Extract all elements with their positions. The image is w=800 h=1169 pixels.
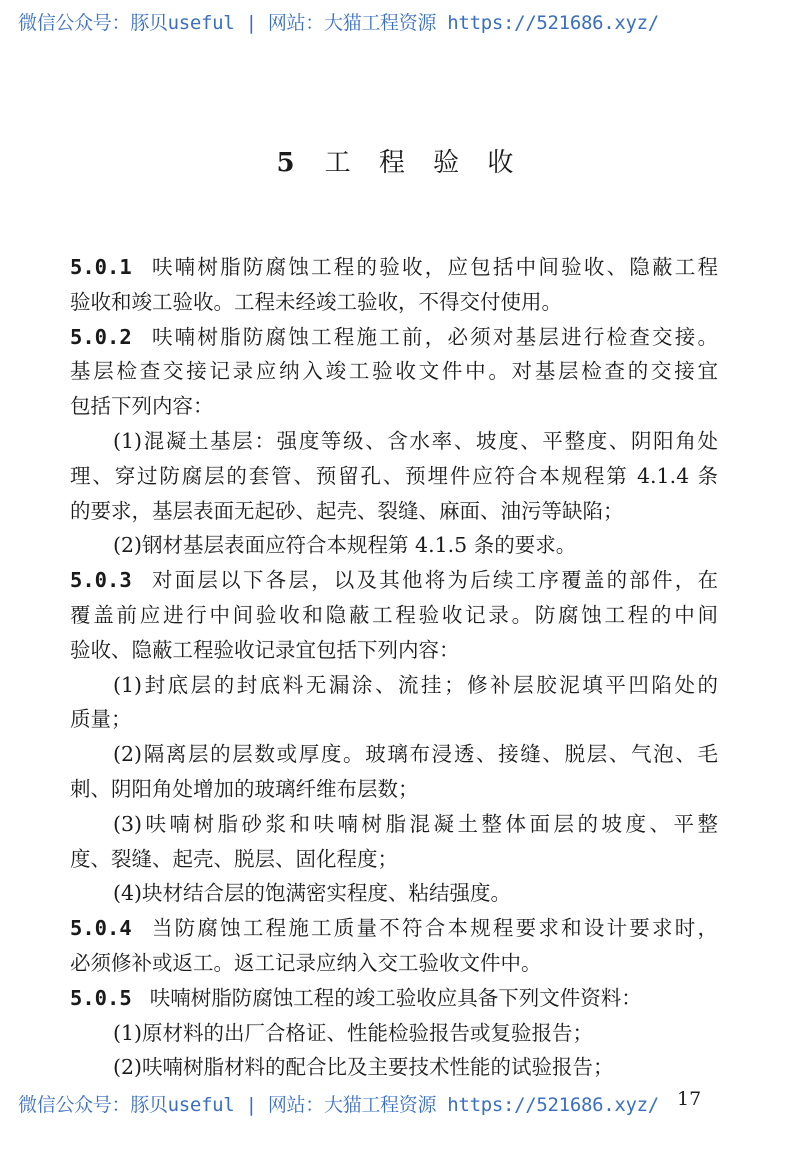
text-line	[70, 842, 718, 877]
line-text: 当防腐蚀工程施工质量不符合本规程要求和设计要求时，	[149, 916, 718, 941]
document-body	[70, 250, 718, 1085]
line-text: (2)钢材基层表面应符合本规程第 4.1.5 条的要求。	[113, 533, 577, 558]
text-line	[70, 528, 718, 563]
text-line	[70, 737, 718, 772]
text-line	[70, 668, 718, 703]
line-text: 包括下列内容：	[70, 394, 214, 419]
line-text: 基层检查交接记录应纳入竣工验收文件中。对基层检查的交接宜	[70, 359, 718, 384]
text-line	[70, 424, 718, 459]
line-text: (1)原材料的出厂合格证、性能检验报告或复验报告；	[113, 1020, 594, 1045]
text-line	[70, 1016, 718, 1051]
clause-number: 5.0.4	[70, 916, 132, 941]
chapter-title	[0, 142, 800, 179]
chapter-number: 5	[276, 148, 305, 178]
text-line	[70, 981, 718, 1016]
line-text: 对面层以下各层，以及其他将为后续工序覆盖的部件，在	[149, 568, 718, 593]
line-text: 理、穿过防腐层的套管、预留孔、预埋件应符合本规程第 4.1.4 条	[70, 463, 718, 488]
text-line	[70, 807, 718, 842]
text-line	[70, 285, 718, 320]
text-line	[70, 633, 718, 668]
text-line	[70, 772, 718, 807]
line-text: 覆盖前应进行中间验收和隐蔽工程验收记录。防腐蚀工程的中间	[70, 602, 718, 627]
line-text: (2)隔离层的层数或厚度。玻璃布浸透、接缝、脱层、气泡、毛	[113, 742, 718, 767]
clause-number: 5.0.3	[70, 568, 132, 593]
line-text: (4)块材结合层的饱满密实程度、粘结强度。	[113, 881, 512, 906]
text-line	[70, 250, 718, 285]
line-text: 验收、隐蔽工程验收记录宜包括下列内容：	[70, 637, 460, 662]
text-line	[70, 389, 718, 424]
text-line	[70, 354, 718, 389]
line-text: 刺、阴阳角处增加的玻璃纤维布层数；	[70, 776, 419, 801]
line-text: (3)呋喃树脂砂浆和呋喃树脂混凝土整体面层的坡度、平整	[113, 811, 718, 836]
line-text: (1)封底层的封底料无漏涂、流挂；修补层胶泥填平凹陷处的	[113, 672, 718, 697]
text-line	[70, 876, 718, 911]
line-text: 必须修补或返工。返工记录应纳入交工验收文件中。	[70, 950, 542, 975]
line-text: 的要求，基层表面无起砂、起壳、裂缝、麻面、油污等缺陷；	[70, 498, 624, 523]
chapter-title-text: 工 程 验 收	[324, 148, 524, 178]
clause-number: 5.0.2	[70, 324, 132, 349]
line-text: 呋喃树脂防腐蚀工程的验收，应包括中间验收、隐蔽工程	[149, 255, 718, 279]
text-line	[70, 1050, 718, 1085]
text-line	[70, 494, 718, 529]
text-line	[70, 459, 718, 494]
text-line	[70, 702, 718, 737]
text-line	[70, 911, 718, 946]
line-text: 呋喃树脂防腐蚀工程施工前，必须对基层进行检查交接。	[149, 324, 718, 349]
text-line	[70, 320, 718, 355]
clause-number: 5.0.1	[70, 255, 132, 279]
page-number: 17	[677, 1088, 702, 1110]
line-text: 度、裂缝、起壳、脱层、固化程度；	[70, 846, 398, 871]
line-text: (2)呋喃树脂材料的配合比及主要技术性能的试验报告；	[113, 1055, 614, 1080]
text-line	[70, 946, 718, 981]
text-line	[70, 598, 718, 633]
watermark-bottom: 微信公众号：豚贝useful | 网站：大猫工程资源 https://521686.xyz/	[18, 1094, 659, 1116]
line-text: 验收和竣工验收。工程未经竣工验收，不得交付使用。	[70, 289, 562, 314]
text-line	[70, 563, 718, 598]
line-text: (1)混凝土基层：强度等级、含水率、坡度、平整度、阴阳角处	[113, 428, 718, 453]
line-text: 呋喃树脂防腐蚀工程的竣工验收应具备下列文件资料：	[149, 985, 642, 1010]
line-text: 质量；	[70, 707, 132, 732]
watermark-top: 微信公众号：豚贝useful | 网站：大猫工程资源 https://521686.xyz/	[18, 12, 659, 34]
clause-number: 5.0.5	[70, 985, 132, 1010]
